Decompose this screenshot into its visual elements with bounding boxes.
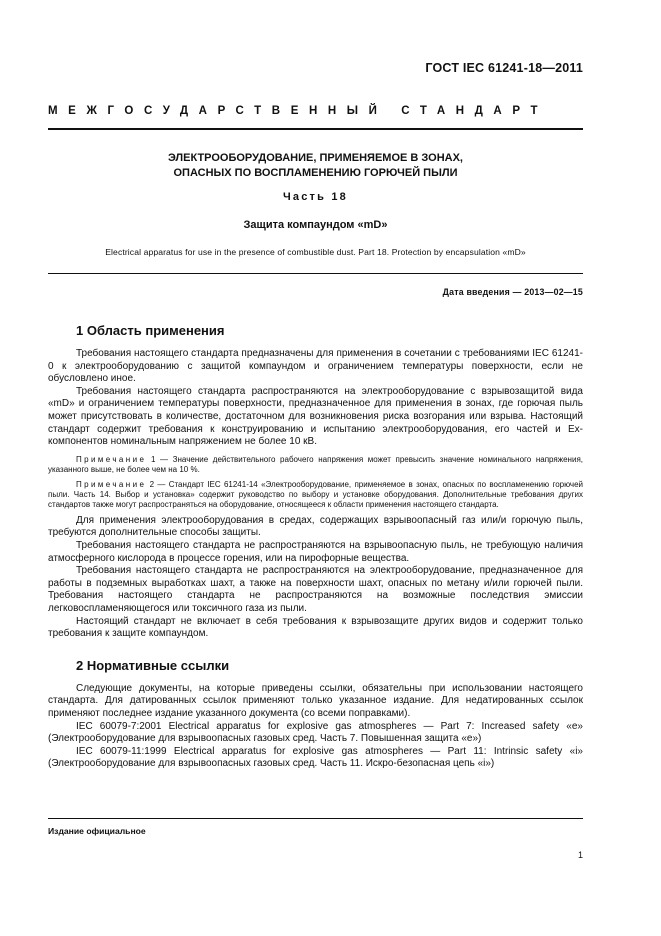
note-label: Примечание — [76, 454, 147, 464]
normative-reference: IEC 60079-11:1999 Electrical apparatus for explosive gas atmospheres — Part 11: Intrinsic safety «i» (Электрооборудование для взрывоопасных газовых сред. Часть 11. Искро-безопасная цепь «i») — [48, 745, 583, 770]
footer-rule — [48, 818, 583, 819]
note-2 — [48, 480, 583, 511]
title-line-2: ОПАСНЫХ ПО ВОСПЛАМЕНЕНИЮ ГОРЮЧЕЙ ПЫЛИ — [173, 166, 458, 179]
introduction-date: Дата введения — 2013—02—15 — [442, 287, 583, 297]
document-subtitle: Защита компаундом «mD» — [243, 219, 388, 231]
section-1-paragraph: Настоящий стандарт не включает в себя требования к взрывозащите других видов и содержит только требования к защите компаундом. — [48, 615, 583, 640]
section-2-heading: 2 Нормативные ссылки — [76, 657, 230, 673]
section-2-paragraph: Следующие документы, на которые приведены ссылки, обязательны при использовании настоящего стандарта. Для датированных ссылок применяют только указанное издание. Для недатированных ссылок применяют последнее издание указанного документа (со всеми поправками). — [48, 682, 583, 719]
title-line-1: ЭЛЕКТРООБОРУДОВАНИЕ, ПРИМЕНЯЕМОЕ В ЗОНАХ, — [168, 152, 463, 164]
normative-reference: IEC 60079-7:2001 Electrical apparatus for explosive gas atmospheres — Part 7: Increased safety «e» (Электрооборудование для взрывоопасных газовых сред. Часть 7. Повышенная защита «е») — [48, 720, 583, 745]
document-body — [48, 322, 583, 771]
note-1 — [48, 455, 583, 476]
note-text: 2 — Стандарт IEC 61241-14 «Электрооборудование, применяемое в зонах, опасных по воспламенению горючей пыли. Часть 14. Выбор и установка» содержит руководство по выбору и установке оборудования. Дополнительные требования других стандартов также могут распространяться на оборудование, относящееся к области применения настоящего стандарта. — [48, 479, 583, 510]
note-label: Примечание — [76, 479, 147, 489]
part-number: Часть 18 — [282, 191, 348, 203]
section-1-heading: 1 Область применения — [76, 323, 225, 338]
note-text: 1 — Значение действительного рабочего напряжения может превысить значение номинального напряжения, указанного выше, не более чем на 10 %. — [48, 454, 583, 475]
section-1-paragraph: Требования настоящего стандарта распространяются на электрооборудование с взрывозащитой вида «mD» и ограничением температуры поверхности, предназначенное для применения в зонах, где горючая пыль может присутствовать в количестве, достаточном для возникновения риска возгорания или взрыва. Настоящий стандарт содержит требования к конструированию и испытанию электрооборудования, его частей и Ех-компонентов номинальным напряжением не более 10 кВ. — [48, 385, 583, 448]
section-1-paragraph: Требования настоящего стандарта предназначены для применения в сочетании с требованиями IEC 61241-0 к электрооборудованию с защитой компаундом и ограничением температуры поверхности, если не обусловлено иное. — [48, 348, 583, 385]
section-1-paragraph: Требования настоящего стандарта не распространяются на электрооборудование, предназначенное для работы в подземных выработках шахт, а также на поверхности шахт, опасных по метану и/или горючей пыли. Требования настоящего стандарта не распространяются на возможные последствия эмиссии легковоспламеняющегося или токсичного газа из пыли. — [48, 565, 583, 614]
document-title — [48, 151, 583, 180]
official-edition-label: Издание официальное — [48, 826, 146, 836]
title-rule — [48, 273, 583, 274]
english-title: Electrical apparatus for use in the presence of combustible dust. Part 18. Protection by encapsulation «mD» — [105, 247, 526, 257]
section-1-paragraph: Требования настоящего стандарта не распространяются на взрывоопасную пыль, не требующую наличия атмосферного кислорода в процессе горения, или на пирофорные вещества. — [48, 539, 583, 564]
section-1-paragraph: Для применения электрооборудования в средах, содержащих взрывоопасный газ или/и горючую пыль, требуются дополнительные способы защиты. — [48, 514, 583, 539]
standard-code: ГОСТ IEC 61241-18—2011 — [425, 61, 583, 75]
page-number: 1 — [577, 850, 583, 860]
header-rule — [48, 128, 583, 130]
standard-type-banner: МЕЖГОСУДАРСТВЕННЫЙ СТАНДАРТ — [48, 105, 549, 117]
